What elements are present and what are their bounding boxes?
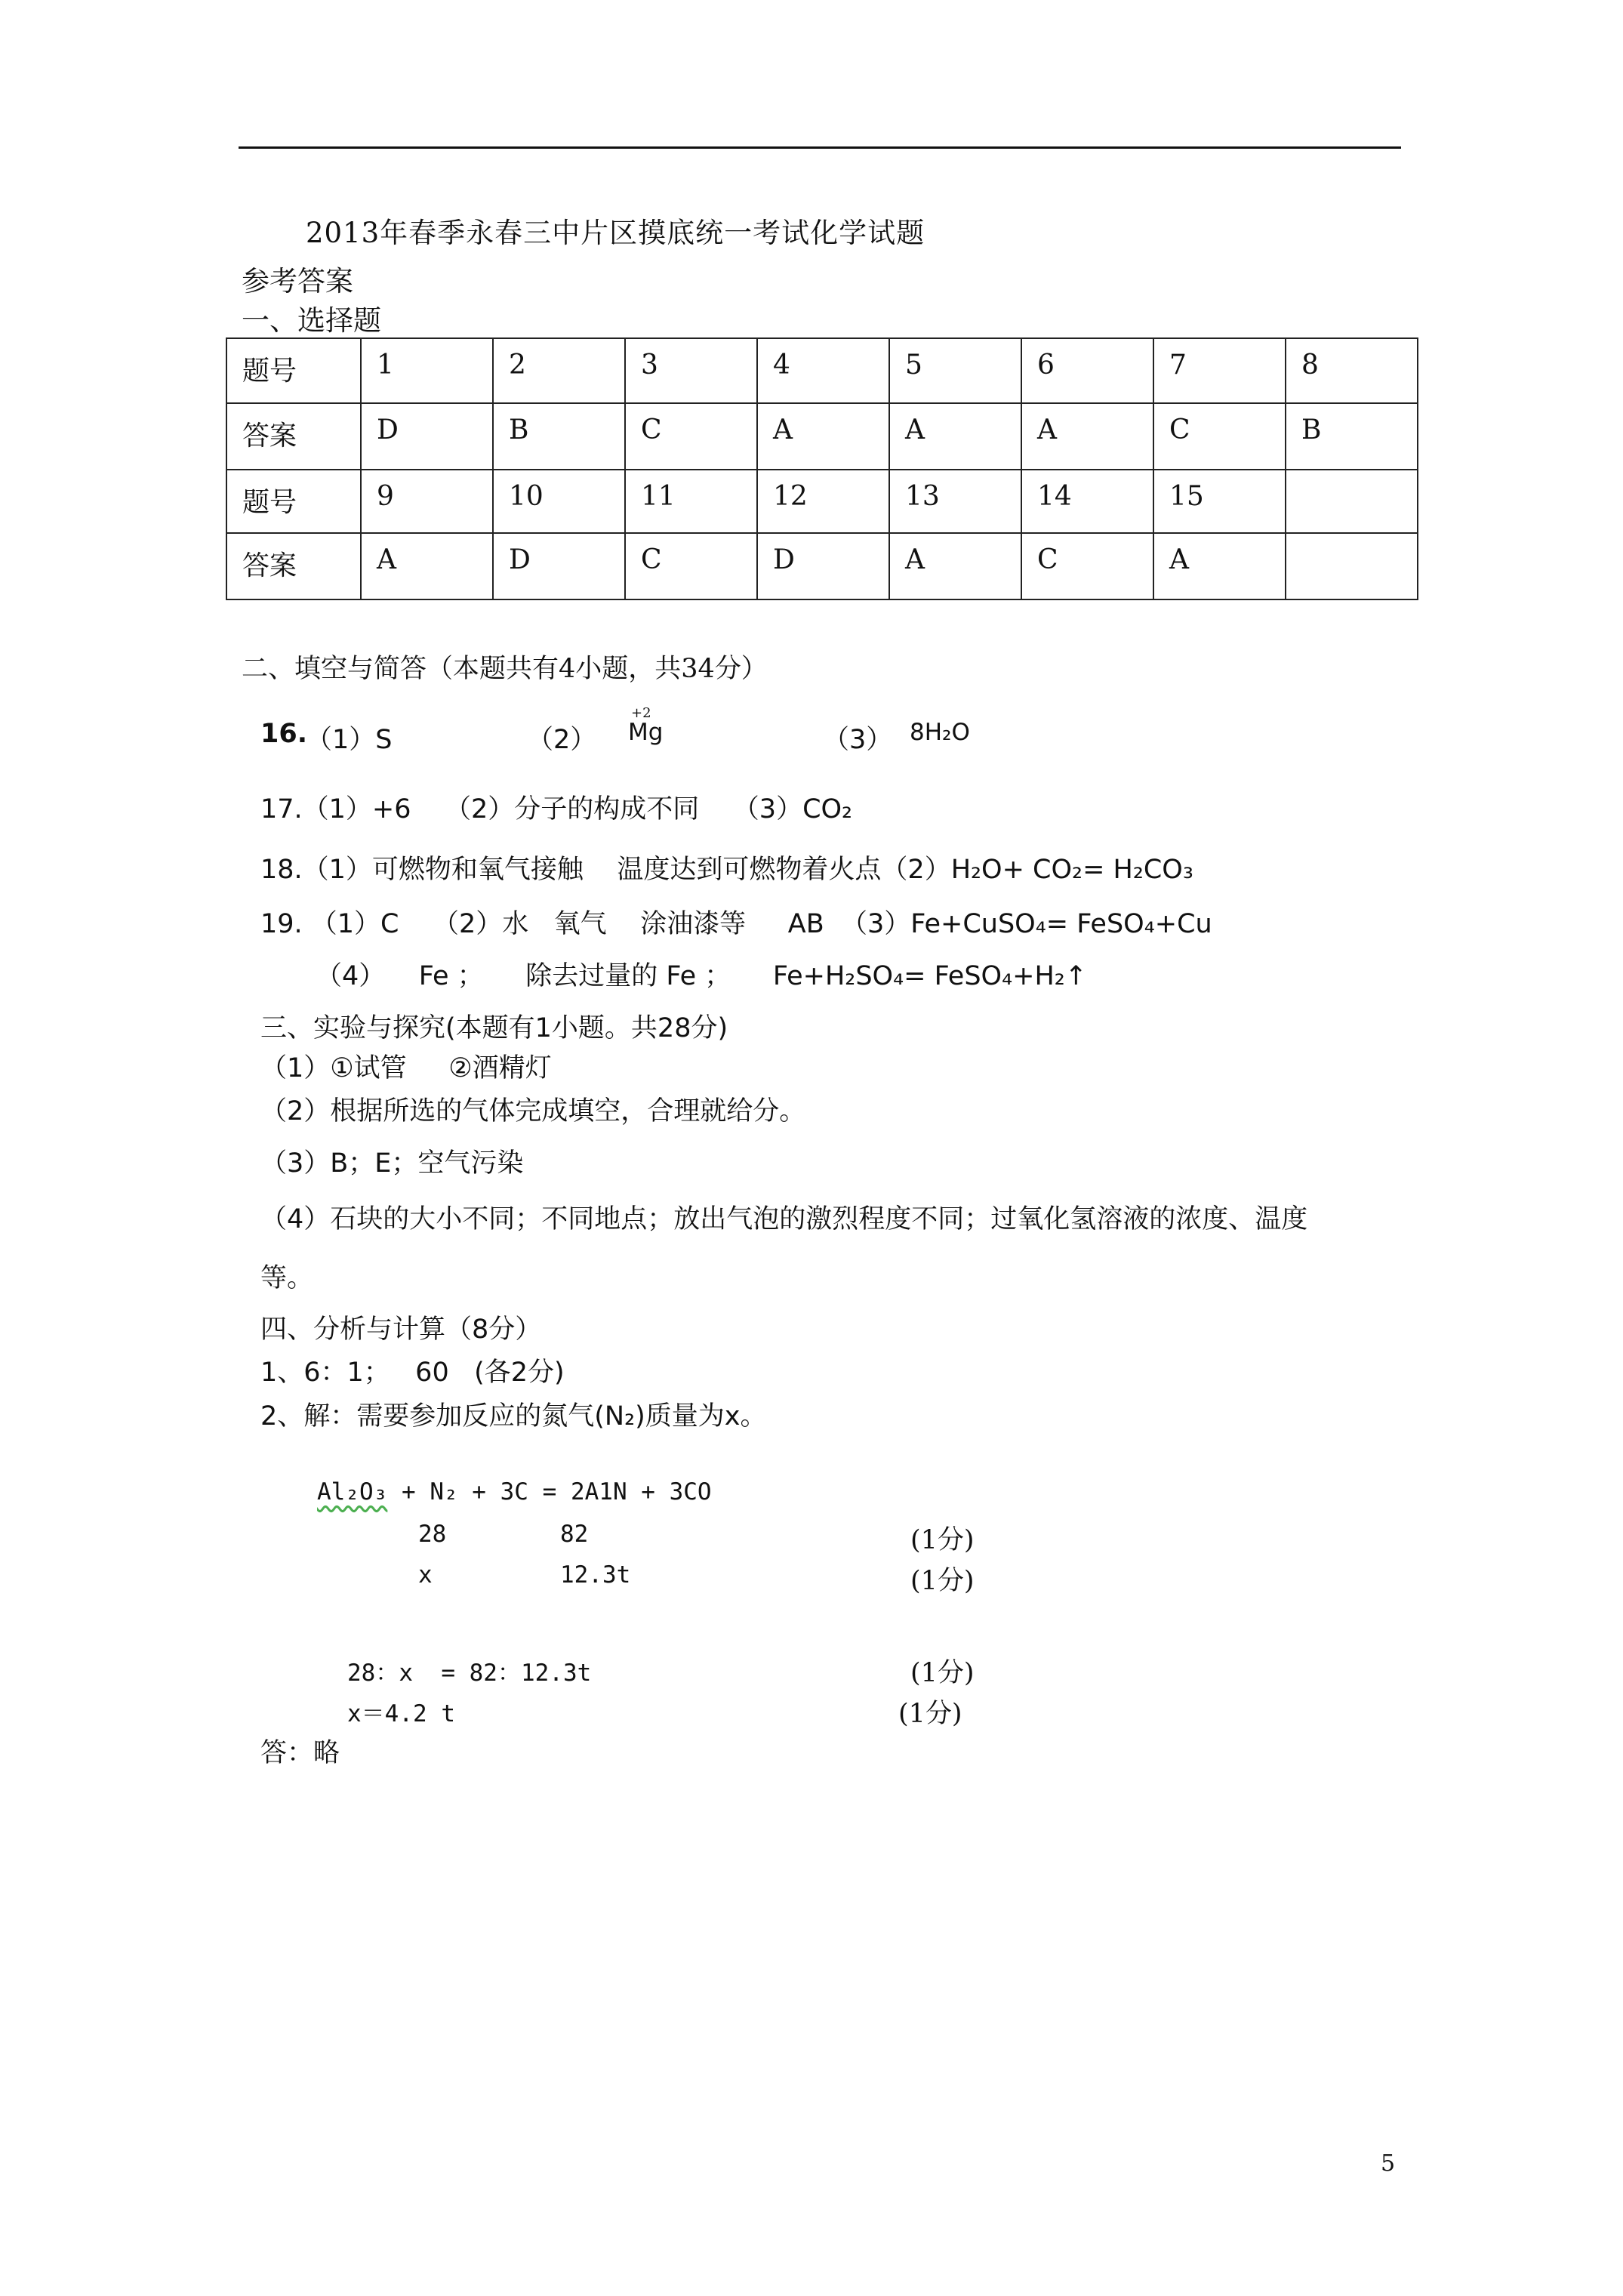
equation-reactant: Al₂O₃ — [317, 1478, 388, 1505]
table-cell: 6 — [1021, 338, 1153, 403]
table-cell: 15 — [1153, 470, 1286, 533]
table-row — [226, 403, 1418, 470]
table-cell: B — [493, 403, 625, 470]
table-cell: 题号 — [226, 470, 361, 533]
table-cell: 答案 — [226, 403, 361, 470]
chemical-equation — [317, 1478, 712, 1505]
question-number: 16. — [260, 719, 308, 749]
experiment-answer-2: （2）根据所选的气体完成填空，合理就给分。 — [260, 1096, 806, 1126]
table-cell: 3 — [625, 338, 757, 403]
table-cell: B — [1286, 403, 1418, 470]
calculation-answer-2: 2、解：需要参加反应的氮气(N₂)质量为x。 — [260, 1401, 767, 1432]
experiment-answer-4: （4）石块的大小不同；不同地点；放出气泡的激烈程度不同；过氧化氢溶液的浓度、温度 — [260, 1204, 1308, 1234]
table-cell: 2 — [493, 338, 625, 403]
table-cell: 题号 — [226, 338, 361, 403]
mass-row-1-value: 28 — [418, 1521, 447, 1548]
table-cell: D — [757, 533, 889, 599]
table-row — [226, 470, 1418, 533]
table-cell: D — [361, 403, 493, 470]
table-cell: 13 — [889, 470, 1021, 533]
answer-part: 8H₂O — [910, 719, 970, 746]
reference-answer-label: 参考答案 — [242, 265, 353, 297]
table-cell: 12 — [757, 470, 889, 533]
table-cell: C — [625, 403, 757, 470]
mass-row-2-value: 12.3t — [560, 1561, 631, 1589]
table-cell: 5 — [889, 338, 1021, 403]
table-cell: 1 — [361, 338, 493, 403]
table-cell: A — [889, 403, 1021, 470]
multiple-choice-answer-table — [226, 337, 1418, 600]
answer-17: 17.（1）+6 （2）分子的构成不同 （3）CO₂ — [260, 794, 853, 824]
table-cell: A — [361, 533, 493, 599]
valence-charge: +2 — [631, 705, 651, 721]
table-row — [226, 533, 1418, 599]
document-title: 2013年春季永春三中片区摸底统一考试化学试题 — [306, 217, 925, 249]
mass-row-1-value: 82 — [560, 1521, 589, 1548]
final-answer: 答：略 — [260, 1738, 340, 1768]
answer-part: Mg — [628, 719, 664, 746]
page-number: 5 — [1381, 2150, 1396, 2177]
answer-part: （3） — [823, 725, 893, 755]
table-cell: 11 — [625, 470, 757, 533]
table-cell — [1286, 533, 1418, 599]
calculation-answer-1: 1、6：1； 60 (各2分) — [260, 1358, 565, 1388]
table-cell: D — [493, 533, 625, 599]
table-cell: A — [889, 533, 1021, 599]
score-note: (1分) — [910, 1658, 975, 1688]
score-note: (1分) — [910, 1566, 975, 1596]
table-cell: 10 — [493, 470, 625, 533]
score-note: (1分) — [910, 1525, 975, 1555]
table-cell: 9 — [361, 470, 493, 533]
answer-19-line-1: 19. （1）C （2）水 氧气 涂油漆等 AB （3）Fe+CuSO₄= FeSO₄+Cu — [260, 909, 1212, 939]
table-cell: C — [1153, 403, 1286, 470]
table-cell: 7 — [1153, 338, 1286, 403]
table-cell: 4 — [757, 338, 889, 403]
score-note: (1分) — [898, 1699, 962, 1729]
section-3-heading: 三、实验与探究(本题有1小题。共28分) — [260, 1013, 728, 1043]
table-cell: 答案 — [226, 533, 361, 599]
table-cell: C — [1021, 533, 1153, 599]
table-row — [226, 338, 1418, 403]
table-cell: 8 — [1286, 338, 1418, 403]
header-rule — [239, 146, 1401, 149]
experiment-answer-4-cont: 等。 — [260, 1263, 314, 1293]
table-cell: A — [757, 403, 889, 470]
section-4-heading: 四、分析与计算（8分） — [260, 1314, 542, 1345]
table-cell — [1286, 470, 1418, 533]
experiment-answer-3: （3）B；E；空气污染 — [260, 1148, 524, 1179]
answer-18: 18.（1）可燃物和氧气接触 温度达到可燃物着火点（2）H₂O+ CO₂= H₂CO₃ — [260, 855, 1193, 885]
mass-row-2-value: x — [418, 1561, 433, 1589]
proportion-line: 28：x = 82：12.3t — [347, 1660, 592, 1687]
experiment-answer-1: （1）①试管 ②酒精灯 — [260, 1053, 552, 1083]
section-2-heading: 二、填空与简答（本题共有4小题，共34分） — [242, 654, 768, 684]
table-cell: C — [625, 533, 757, 599]
table-cell: A — [1021, 403, 1153, 470]
answer-19-line-2: （4） Fe ； 除去过量的 Fe ； Fe+H₂SO₄= FeSO₄+H₂↑ — [316, 961, 1088, 991]
result-line: x＝4.2 t — [347, 1700, 455, 1727]
section-1-heading: 一、选择题 — [242, 304, 381, 337]
answer-part: （1）S — [306, 725, 393, 755]
table-cell: A — [1153, 533, 1286, 599]
table-cell: 14 — [1021, 470, 1153, 533]
equation-rest: + N₂ + 3C = 2A1N + 3CO — [387, 1478, 712, 1505]
answer-part: （2） — [527, 725, 597, 755]
